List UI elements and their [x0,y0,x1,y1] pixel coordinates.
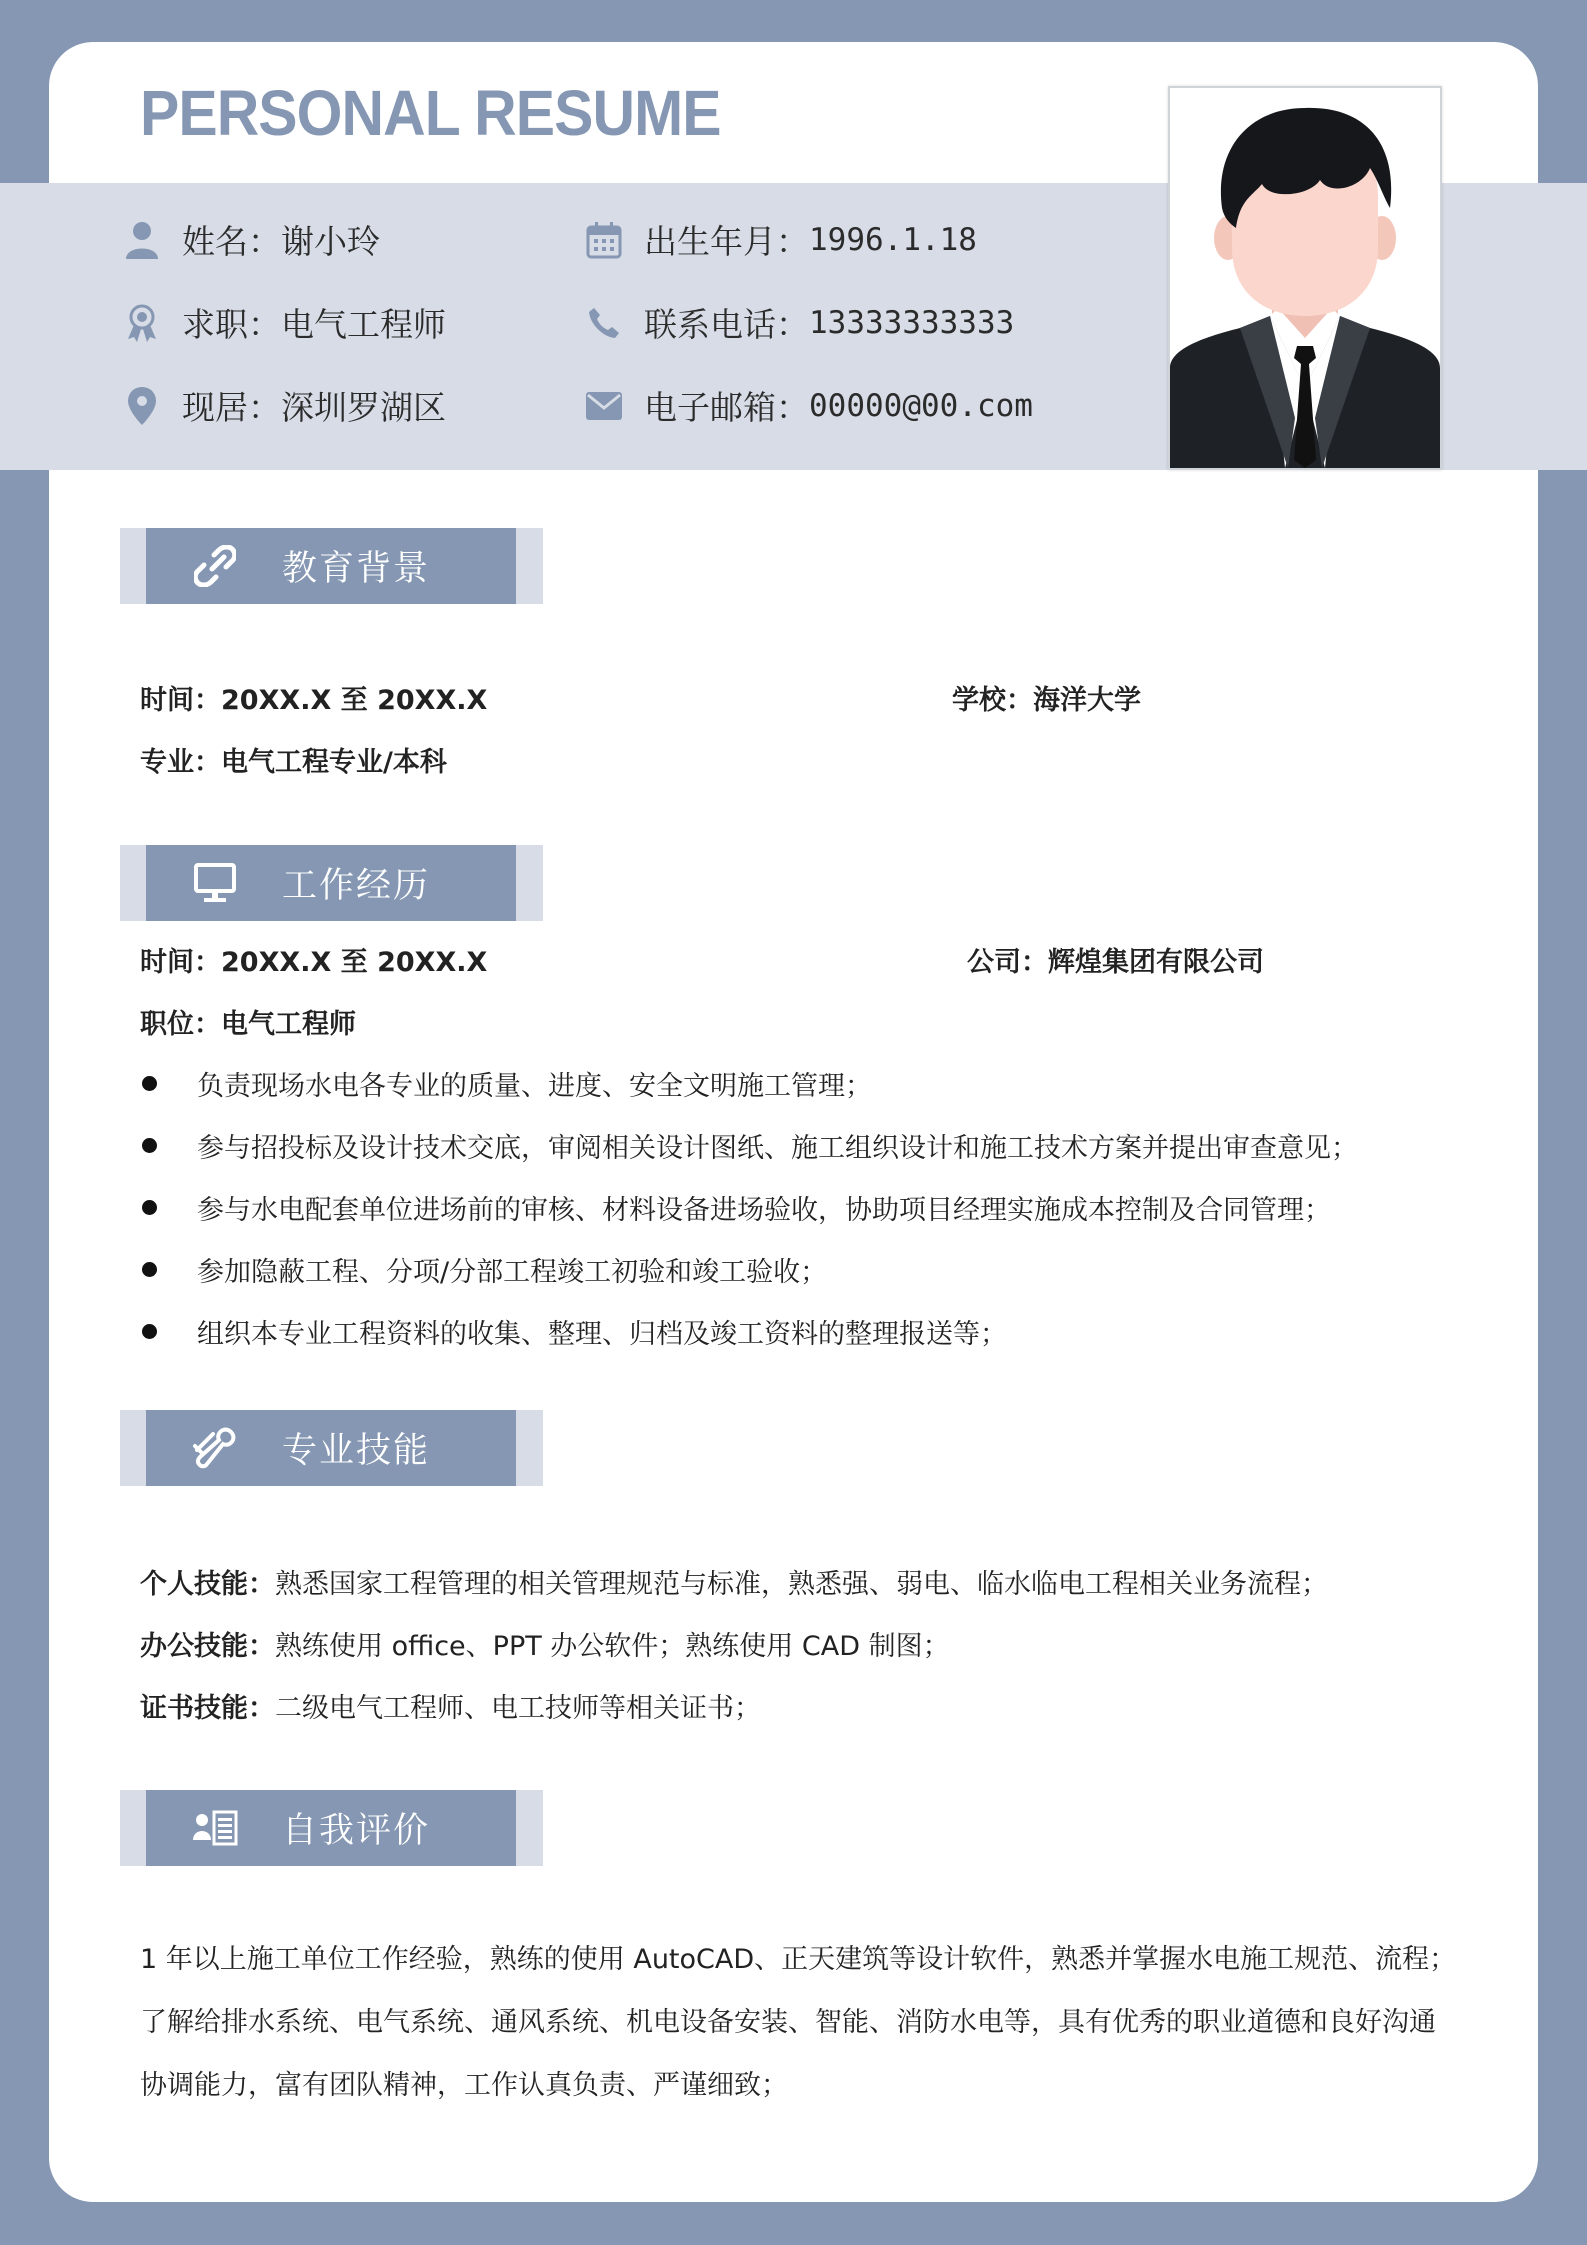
section-self-eval-title: 自我评价 [282,1811,431,1851]
work-company [967,940,1264,979]
info-birth-label: 出生年月： [644,222,809,261]
duty-text: 参加隐蔽工程、分项/分部工程竣工初验和竣工验收； [197,1257,828,1288]
info-job [120,299,446,346]
duty-text: 参与水电配套单位进场前的审核、材料设备进场验收，协助项目经理实施成本控制及合同管理； [197,1195,1331,1226]
info-job-label: 求职： [182,305,281,344]
award-icon [120,301,164,345]
section-education-title: 教育背景 [282,549,431,589]
self-eval-text: 1 年以上施工单位工作经验，熟练的使用 AutoCAD、正天建筑等设计软件，熟悉并掌握水电施工规范、流程；了解给排水系统、电气系统、通风系统、机电设备安装、智能、消防水电等，具有优秀的职业道德和良好沟通协调能力，富有团队精神，工作认真负责、严谨细致； [140,1944,1457,2101]
work-time-value: 20XX.X 至 20XX.X [221,947,488,978]
skill-personal [140,1562,1328,1601]
profile-photo [1168,86,1442,470]
info-phone-label: 联系电话： [644,305,809,344]
duty-text: 参与招投标及设计技术交底，审阅相关设计图纸、施工组织设计和施工技术方案并提出审查意见； [197,1133,1358,1164]
bullet-dot [142,1138,157,1153]
section-skills-title: 专业技能 [282,1431,431,1471]
location-pin-icon [120,384,164,428]
skill-cert-label: 证书技能： [140,1693,275,1724]
info-name-label: 姓名： [182,222,281,261]
info-email [582,382,1033,429]
info-phone [582,299,1014,346]
list-item [142,1250,827,1289]
info-job-value: 电气工程师 [281,305,446,344]
info-location-value: 深圳罗湖区 [281,388,446,427]
skill-office-text: 熟练使用 office、PPT 办公软件；熟练使用 CAD 制图； [275,1631,950,1662]
link-icon [190,541,240,591]
tools-icon [190,1423,240,1473]
work-time [140,940,487,979]
bullet-dot [142,1200,157,1215]
info-birth [582,216,977,263]
edu-major [140,740,447,779]
section-self-eval-header [120,1790,543,1866]
edu-time-label: 时间： [140,685,221,716]
edu-school-value: 海洋大学 [1033,685,1141,716]
mail-icon [582,384,626,428]
edu-school-label: 学校： [952,685,1033,716]
list-item [142,1126,1358,1165]
skill-cert [140,1686,761,1725]
bullet-dot [142,1262,157,1277]
section-work-header [120,845,543,921]
section-education-header [120,528,543,604]
page-title: PERSONAL RESUME [140,77,721,149]
section-work-title: 工作经历 [282,866,431,906]
edu-school [952,678,1141,717]
list-item [142,1188,1331,1227]
edu-time-value: 20XX.X 至 20XX.X [221,685,488,716]
skill-cert-text: 二级电气工程师、电工技师等相关证书； [275,1693,761,1724]
work-position-value: 电气工程师 [221,1009,356,1040]
calendar-icon [582,218,626,262]
info-name [120,216,380,263]
section-skills-header [120,1410,543,1486]
work-position [140,1002,356,1041]
info-phone-value: 13333333333 [809,304,1015,341]
work-time-label: 时间： [140,947,221,978]
skill-personal-label: 个人技能： [140,1569,275,1600]
edu-time [140,678,487,717]
person-icon [120,218,164,262]
list-item [142,1064,872,1103]
duty-text: 组织本专业工程资料的收集、整理、归档及竣工资料的整理报送等； [197,1319,1007,1350]
work-company-value: 辉煌集团有限公司 [1048,947,1264,978]
info-name-value: 谢小玲 [281,222,380,261]
profile-card-icon [190,1803,240,1853]
skill-personal-text: 熟悉国家工程管理的相关管理规范与标准，熟悉强、弱电、临水临电工程相关业务流程； [275,1569,1328,1600]
bullet-dot [142,1076,157,1091]
bullet-dot [142,1324,157,1339]
info-email-value: 00000@00.com [809,387,1033,424]
info-location [120,382,446,429]
skill-office-label: 办公技能： [140,1631,275,1662]
phone-icon [582,301,626,345]
info-birth-value: 1996.1.18 [809,221,977,258]
info-email-label: 电子邮箱： [644,388,809,427]
list-item [142,1312,1007,1351]
work-position-label: 职位： [140,1009,221,1040]
skill-office [140,1624,950,1663]
monitor-icon [190,858,240,908]
info-location-label: 现居： [182,388,281,427]
edu-major-label: 专业： [140,747,221,778]
duty-text: 负责现场水电各专业的质量、进度、安全文明施工管理； [197,1071,872,1102]
work-company-label: 公司： [967,947,1048,978]
edu-major-value: 电气工程专业/本科 [221,747,447,778]
